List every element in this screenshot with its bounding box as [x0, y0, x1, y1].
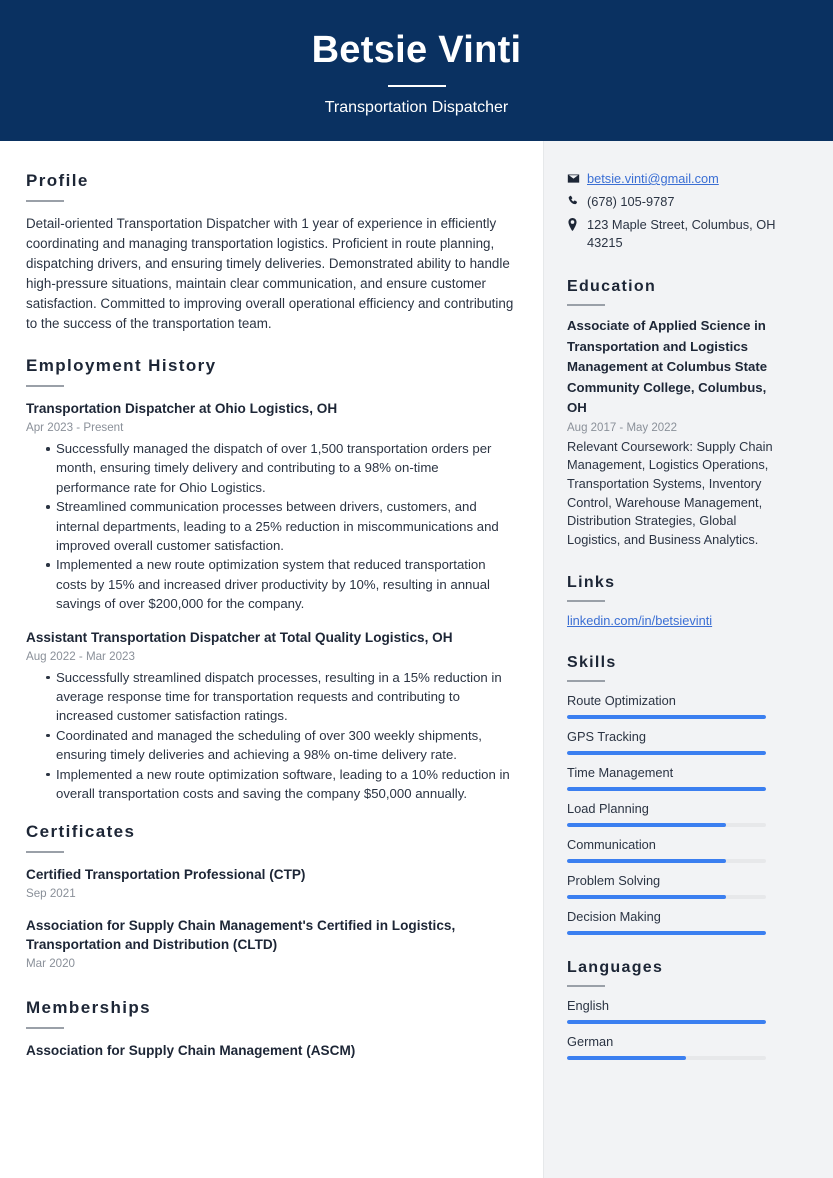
section-employment: [26, 356, 515, 804]
membership-title: Association for Supply Chain Management (ASCM): [26, 1042, 356, 1058]
section-certificates: [26, 822, 515, 972]
skill-bar-fill: [567, 715, 766, 719]
section-education: [567, 278, 789, 550]
language-bar-fill: [567, 1020, 766, 1024]
skill: [567, 728, 789, 755]
skill-label: Decision Making: [567, 908, 661, 924]
section-rule: [26, 385, 64, 387]
education-list: [567, 316, 789, 550]
sidebar-column: [543, 141, 833, 1178]
employment-bullet: Successfully streamlined dispatch processes, resulting in a 15% reduction in average response time for transportation requests and contributing to increased customer satisfaction ratings.: [26, 668, 515, 726]
memberships-list: [26, 1041, 515, 1060]
skill: [567, 764, 789, 791]
header-divider: [388, 85, 446, 87]
skill-bar-track: [567, 751, 766, 755]
linkedin-link[interactable]: linkedin.com/in/betsievinti: [567, 612, 713, 628]
language: [567, 1033, 789, 1060]
section-heading-certificates: Certificates: [26, 821, 136, 841]
education-title: Associate of Applied Science in Transportation and Logistics Management at Columbus State Community College, Columbus, OH: [567, 318, 768, 415]
contact-text: 123 Maple Street, Columbus, OH 43215: [587, 217, 776, 250]
language-bar-track: [567, 1020, 766, 1024]
section-heading-links: Links: [567, 573, 616, 591]
language-bar-track: [567, 1056, 766, 1060]
certificate-date: Mar 2020: [26, 956, 75, 970]
section-rule: [567, 680, 605, 682]
section-rule: [567, 600, 605, 602]
languages-list: [567, 997, 789, 1060]
skill-bar-track: [567, 715, 766, 719]
skill-bar-track: [567, 787, 766, 791]
section-rule: [26, 851, 64, 853]
certificate-title: Association for Supply Chain Management's Certified in Logistics, Transportation and Distribution (CLTD): [26, 917, 456, 952]
skills-list: [567, 692, 789, 935]
skill-bar-track: [567, 859, 766, 863]
page-title: Betsie Vinti: [311, 29, 522, 72]
link-item[interactable]: [567, 612, 789, 630]
employment-bullets: [26, 439, 515, 614]
section-heading-skills: Skills: [567, 653, 617, 671]
section-rule: [567, 985, 605, 987]
employment-bullet: Streamlined communication processes between drivers, customers, and internal departments, leading to a 25% reduction in miscommunications and improved overall customer satisfaction.: [26, 497, 515, 555]
employment-list: [26, 399, 515, 804]
skill-label: Load Planning: [567, 800, 649, 816]
contact-row: [567, 193, 789, 211]
envelope-icon: [567, 170, 587, 185]
education-description: Relevant Coursework: Supply Chain Management, Logistics Operations, Transportation Systems, Inventory Control, Warehouse Management, Distribution Strategies, Global Logistics, and Business Analytics.: [567, 438, 773, 548]
employment-date: Aug 2022 - Mar 2023: [26, 649, 135, 663]
language-label: English: [567, 997, 609, 1013]
section-rule: [567, 304, 605, 306]
header-subtitle: Transportation Dispatcher: [324, 98, 509, 116]
employment-date: Apr 2023 - Present: [26, 421, 124, 434]
skill-bar-fill: [567, 751, 766, 755]
skill-bar-fill: [567, 823, 726, 827]
employment-entry: [26, 628, 515, 804]
section-heading-memberships: Memberships: [26, 997, 151, 1017]
skill-bar-fill: [567, 895, 726, 899]
language-label: German: [567, 1033, 614, 1049]
certificate-date: Sep 2021: [26, 886, 76, 900]
skill-label: Communication: [567, 836, 656, 852]
contact-row: [567, 216, 789, 252]
skill-bar-fill: [567, 787, 766, 791]
employment-bullet: Implemented a new route optimization system that reduced transportation costs by 15% and increased driver productivity by 10%, resulting in annual savings of over $200,000 for the company.: [26, 555, 515, 613]
skill-bar-track: [567, 823, 766, 827]
education-date: Aug 2017 - May 2022: [567, 421, 677, 434]
links-list: [567, 612, 789, 630]
contact-list: [567, 170, 789, 252]
map-pin-icon: [567, 216, 587, 231]
contact-email-link[interactable]: betsie.vinti@gmail.com: [587, 171, 719, 186]
section-links: [567, 574, 789, 630]
skill-bar-fill: [567, 859, 726, 863]
employment-bullet: Coordinated and managed the scheduling of over 300 weekly shipments, ensuring timely deliveries and achieving a 98% on-time delivery rate.: [26, 726, 515, 765]
skill-bar-track: [567, 931, 766, 935]
section-profile: [26, 171, 515, 334]
certificates-list: [26, 865, 515, 972]
skill-label: Time Management: [567, 764, 674, 780]
resume-body: [0, 141, 833, 1178]
section-heading-profile: Profile: [26, 171, 89, 190]
contact-text: (678) 105-9787: [587, 194, 675, 209]
membership-entry: [26, 1041, 515, 1060]
section-heading-employment: Employment History: [26, 356, 217, 375]
section-skills: [567, 654, 789, 935]
certificate-entry: [26, 865, 515, 902]
section-memberships: [26, 998, 515, 1060]
phone-icon: [567, 193, 587, 207]
skill-bar-fill: [567, 931, 766, 935]
contact-row[interactable]: [567, 170, 789, 188]
skill: [567, 836, 789, 863]
employment-bullets: [26, 668, 515, 804]
skill: [567, 872, 789, 899]
section-rule: [26, 200, 64, 202]
certificate-title: Certified Transportation Professional (CTP): [26, 866, 306, 882]
employment-title: Assistant Transportation Dispatcher at Total Quality Logistics, OH: [26, 629, 453, 645]
employment-bullet: Implemented a new route optimization software, leading to a 10% reduction in overall transportation costs and saving the company $50,000 annually.: [26, 765, 515, 804]
profile-text: Detail-oriented Transportation Dispatcher with 1 year of experience in efficiently coordinating and managing transportation logistics. Proficient in route planning, dispatching drivers, and ensuring timely deliveries. Demonstrated ability to handle high-pressure situations, maintain clear communication, and ensure customer satisfaction. Committed to improving overall operational efficiency and contributing to the success of the transportation team.: [26, 216, 514, 331]
skill: [567, 908, 789, 935]
skill-label: Route Optimization: [567, 692, 676, 708]
section-heading-languages: Languages: [567, 958, 664, 976]
employment-entry: [26, 399, 515, 614]
education-entry: [567, 316, 789, 550]
resume-header: [0, 0, 833, 141]
language-bar-fill: [567, 1056, 686, 1060]
certificate-entry: [26, 916, 515, 972]
skill: [567, 692, 789, 719]
section-languages: [567, 959, 789, 1060]
language: [567, 997, 789, 1024]
employment-bullet: Successfully managed the dispatch of over 1,500 transportation orders per month, ensuring timely delivery and contributing to a 98% on-time performance rate for Ohio Logistics.: [26, 439, 515, 497]
skill-bar-track: [567, 895, 766, 899]
section-rule: [26, 1027, 64, 1029]
main-column: [0, 141, 543, 1178]
employment-title: Transportation Dispatcher at Ohio Logistics, OH: [26, 401, 338, 416]
skill-label: GPS Tracking: [567, 728, 646, 744]
skill: [567, 800, 789, 827]
section-heading-education: Education: [567, 278, 657, 295]
skill-label: Problem Solving: [567, 872, 661, 888]
